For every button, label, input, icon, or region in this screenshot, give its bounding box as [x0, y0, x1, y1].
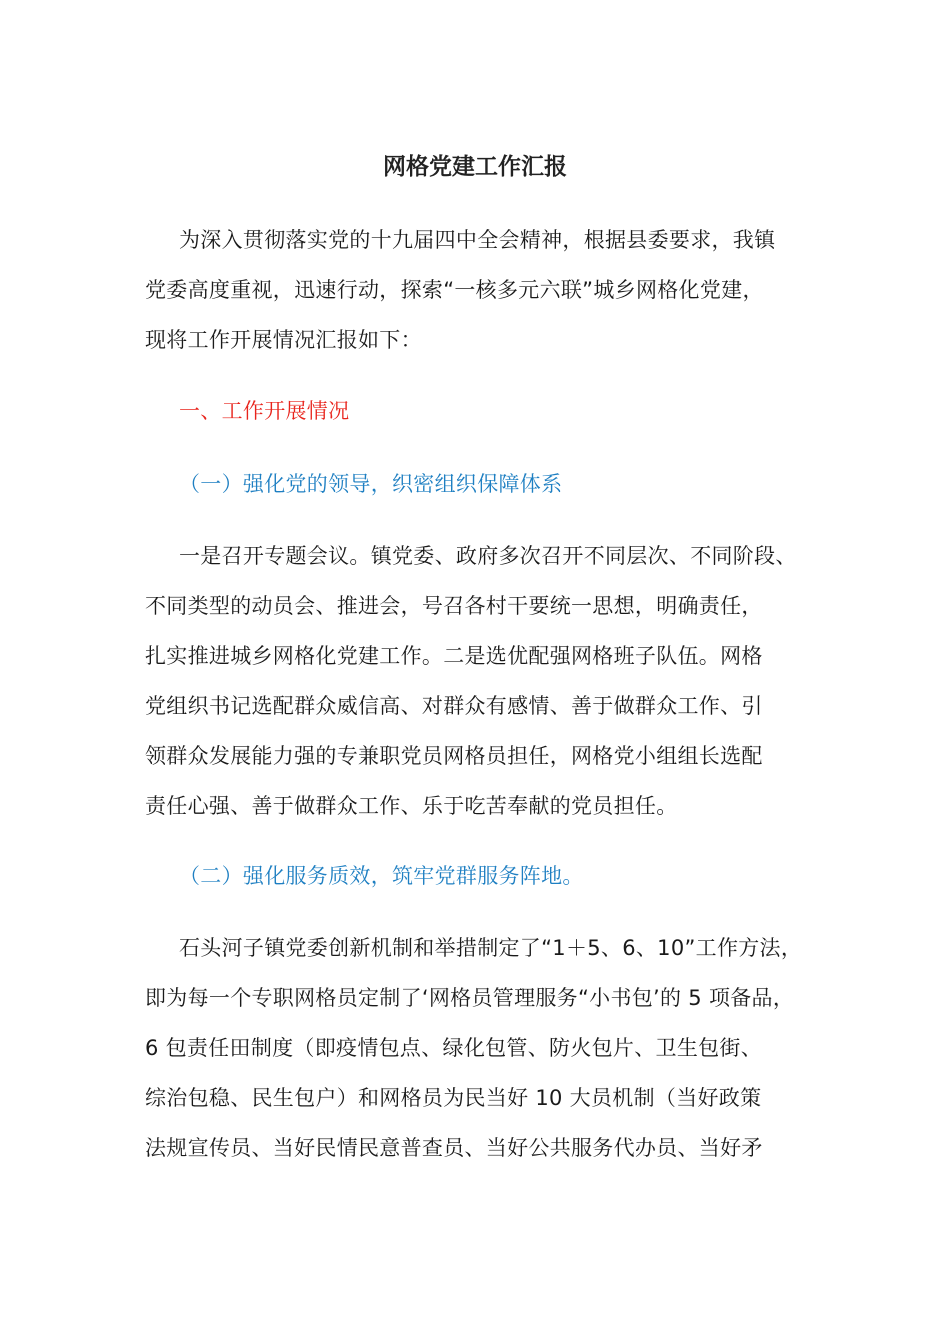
section-heading [145, 386, 835, 436]
body-line: 党组织书记选配群众威信高、对群众有感情、善于做群众工作、引 [145, 694, 763, 718]
body-line: 一是召开专题会议。镇党委、政府多次召开不同层次、不同阶段、 [179, 544, 797, 568]
subsection-2-heading: （二）强化服务质效，筑牢党群服务阵地。 [179, 864, 584, 888]
body-line: 法规宣传员、当好民情民意普查员、当好公共服务代办员、当好矛 [145, 1136, 763, 1160]
body-line: 责任心强、善于做群众工作、乐于吃苦奉献的党员担任。 [145, 794, 678, 818]
body-line: 不同类型的动员会、推进会，号召各村干要统一思想，明确责任， [145, 594, 763, 618]
intro-line: 现将工作开展情况汇报如下： [145, 328, 422, 352]
intro-line: 为深入贯彻落实党的十九届四中全会精神，根据县委要求，我镇 [179, 228, 776, 252]
body-line: 6 包责任田制度（即疫情包点、绿化包管、防火包片、卫生包街、 [145, 1036, 763, 1060]
body-line: 石头河子镇党委创新机制和举措制定了“1＋5、6、10”工作方法， [179, 936, 803, 960]
intro-paragraph [145, 215, 835, 365]
section-1-heading: 一、工作开展情况 [179, 399, 350, 423]
body-line: 扎实推进城乡网格化党建工作。二是选优配强网格班子队伍。网格 [145, 644, 763, 668]
body-line: 即为每一个专职网格员定制了‘网格员管理服务“小书包’的 5 项备品， [145, 986, 795, 1010]
subsection-heading [145, 459, 835, 509]
body-line: 领群众发展能力强的专兼职党员网格员担任，网格党小组组长选配 [145, 744, 763, 768]
body-line: 综治包稳、民生包户）和网格员为民当好 10 大员机制（当好政策 [145, 1086, 762, 1110]
document-title: 网格党建工作汇报 [383, 154, 567, 180]
subsection-2-paragraph [145, 923, 835, 1173]
subsection-1-paragraph [145, 531, 835, 831]
subsection-1-heading: （一）强化党的领导，织密组织保障体系 [179, 472, 563, 496]
subsection-heading [145, 851, 835, 901]
intro-line: 党委高度重视，迅速行动，探索“一核多元六联”城乡网格化党建， [145, 278, 764, 302]
